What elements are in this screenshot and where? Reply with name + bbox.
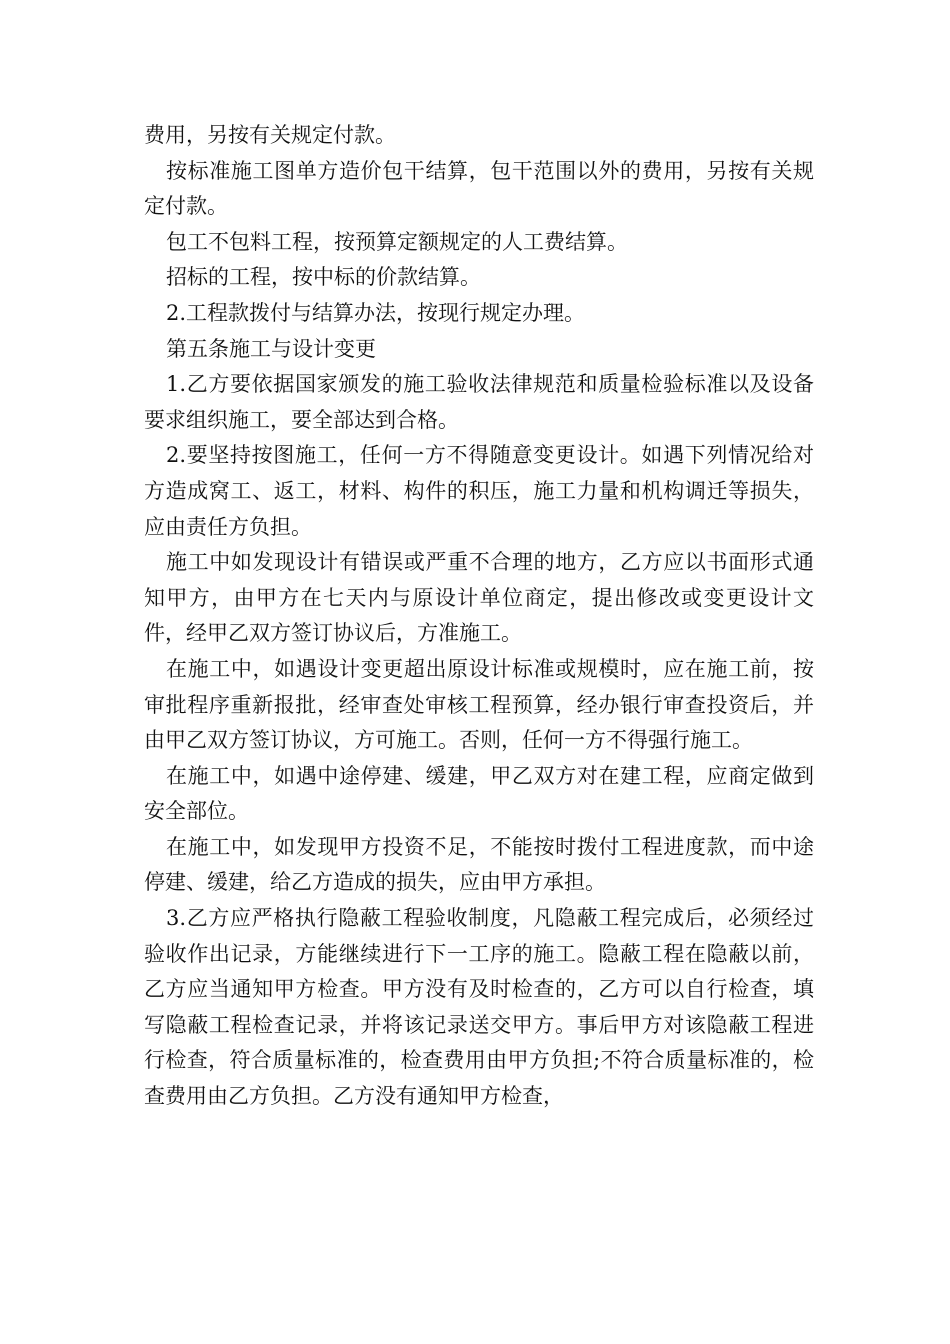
paragraph-lump-sum-settlement: 按标准施工图单方造价包干结算，包干范围以外的费用，另按有关规定付款。 — [144, 158, 814, 219]
paragraph-payment-method: 2.工程款拨付与结算办法，按现行规定办理。 — [166, 300, 586, 325]
document-body — [144, 118, 814, 1115]
paragraph-insufficient-investment: 在施工中，如发现甲方投资不足，不能按时拨付工程进度款，而中途停建、缓建，给乙方造成的损失，应由甲方承担。 — [144, 834, 814, 895]
paragraph-concealed-works: 3.乙方应严格执行隐蔽工程验收制度，凡隐蔽工程完成后，必须经过验收作出记录，方能继续进行下一工序的施工。隐蔽工程在隐蔽以前，乙方应当通知甲方检查。甲方没有及时检查的，乙方可以自行检查，填写隐蔽工程检查记录，并将该记录送交甲方。事后甲方对该隐蔽工程进行检查，符合质量标准的，检查费用由甲方负担;不符合质量标准的，检查费用由乙方负担。乙方没有通知甲方检查， — [144, 906, 814, 1109]
paragraph-suspension: 在施工中，如遇中途停建、缓建，甲乙双方对在建工程，应商定做到安全部位。 — [144, 763, 814, 824]
article-heading: 第五条施工与设计变更 — [166, 336, 376, 361]
paragraph-design-change-approval: 在施工中，如遇设计变更超出原设计标准或规模时，应在施工前，按审批程序重新报批，经审查处审核工程预算，经办银行审查投资后，并由甲乙双方签订协议，方可施工。否则，任何一方不得强行施工。 — [144, 656, 814, 753]
paragraph-construction-standards: 1.乙方要依据国家颁发的施工验收法律规范和质量检验标准以及设备要求组织施工，要全部达到合格。 — [144, 372, 814, 432]
paragraph-follow-drawings: 2.要坚持按图施工，任何一方不得随意变更设计。如遇下列情况给对方造成窝工、返工，材料、构件的积压，施工力量和机构调迁等损失，应由责任方负担。 — [144, 443, 814, 539]
paragraph-tender: 招标的工程，按中标的价款结算。 — [166, 265, 481, 290]
paragraph-design-errors: 施工中如发现设计有错误或严重不合理的地方，乙方应以书面形式通知甲方，由甲方在七天内与原设计单位商定，提出修改或变更设计文件，经甲乙双方签订协议后，方准施工。 — [144, 550, 814, 646]
paragraph-labor-only: 包工不包料工程，按预算定额规定的人工费结算。 — [166, 229, 628, 254]
paragraph-fee-continuation: 费用，另按有关规定付款。 — [144, 123, 396, 147]
